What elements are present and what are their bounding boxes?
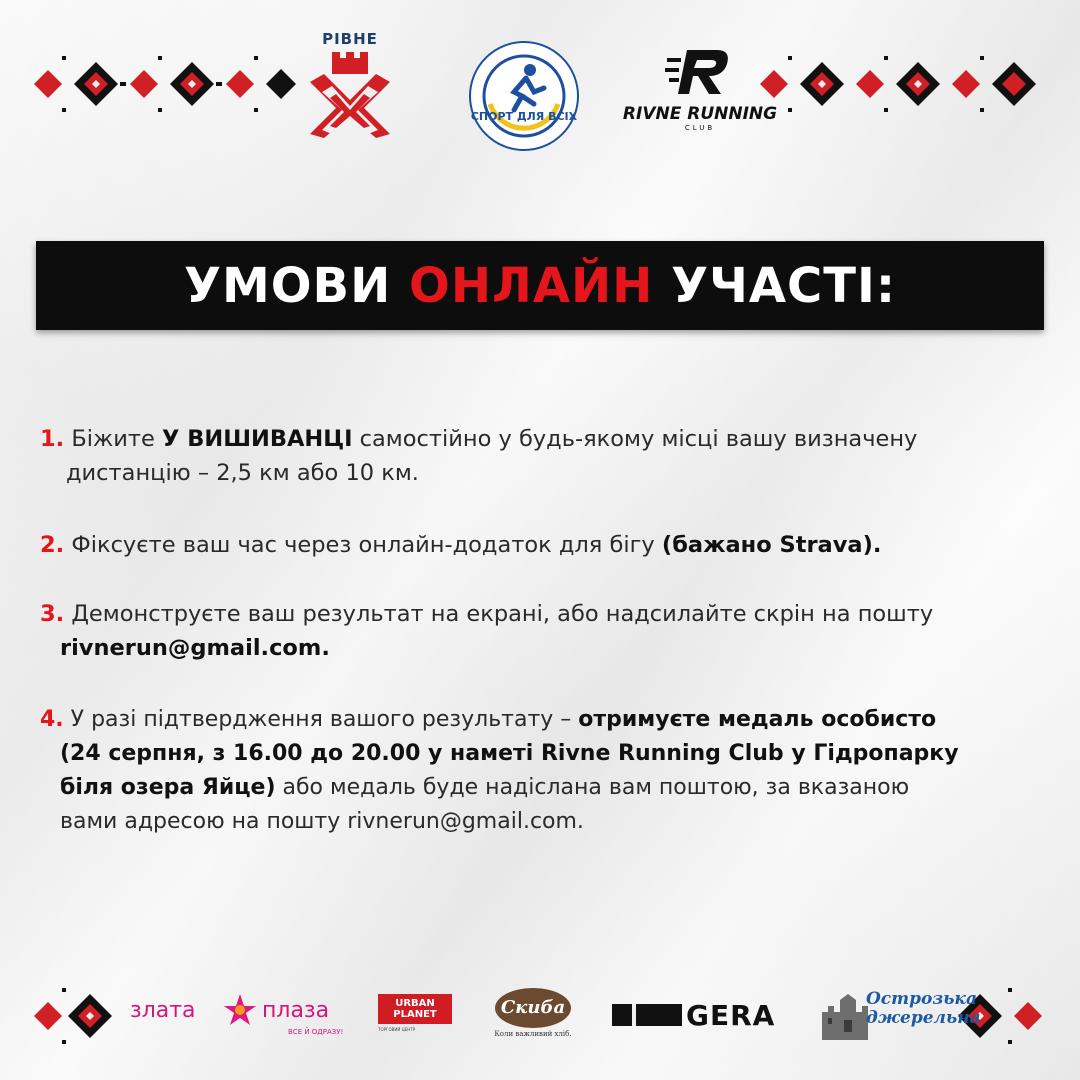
urban-planet-logo: [378, 994, 452, 1024]
embroidery-ornament-bottom-left: [34, 984, 120, 1052]
condition-item-3: [40, 597, 1050, 665]
item-text: У разі підтвердження вашого результату –: [63, 707, 579, 732]
item-text: дистанцію – 2,5 км або 10 км.: [66, 460, 419, 486]
rrc-club: CLUB: [684, 124, 716, 132]
item-bold: (24 серпня, з 16.00 до 20.00 у наметі Rivne Running Club у Гідропарку: [60, 741, 959, 766]
embroidery-ornament-top-right: [760, 52, 1046, 120]
ostrozka-line1: Острозька: [866, 989, 977, 1009]
skyba-logo: Скиба: [495, 988, 571, 1028]
sport-for-all-emblem-icon: [468, 40, 580, 152]
item-number: 3.: [40, 601, 65, 627]
ostrozka-line2: джерельна: [866, 1008, 981, 1028]
rivne-emblem-icon: [302, 48, 398, 138]
title-part-2: ОНЛАЙН: [409, 257, 654, 314]
rivne-running-club-logo: [620, 46, 780, 132]
rrc-name: RIVNE RUNNING: [622, 104, 778, 124]
condition-item-2: [40, 528, 1050, 562]
item-text: Фіксуєте ваш час через онлайн-додаток для бігу: [64, 532, 662, 558]
item-text: Демонструєте ваш результат на екрані, або надсилайте скрін на пошту: [64, 601, 934, 627]
rivne-city-logo: [300, 30, 400, 142]
title-part-3: УЧАСТІ:: [671, 257, 897, 314]
item-bold: (бажано Strava).: [661, 532, 882, 558]
title-part-1: УМОВИ: [183, 257, 392, 314]
skyba-slogan: Коли важливий хліб.: [494, 1030, 572, 1038]
gera-text: GERA: [686, 998, 776, 1032]
sponsor-ostrozka: [818, 986, 981, 1042]
urban-line2: PLANET: [393, 1009, 437, 1020]
item-text: вами адресою на пошту rivnerun@gmail.com.: [60, 809, 584, 834]
zlata-slogan: ВСЕ Й ОДРАЗУ!: [288, 1028, 344, 1036]
item-text: Біжите: [64, 426, 163, 452]
sport-for-all-logo: [468, 40, 580, 152]
condition-item-1: [40, 422, 1050, 490]
item-bold: біля озера Яйце): [60, 775, 276, 800]
email-link[interactable]: rivnerun@gmail.com.: [60, 635, 330, 661]
castle-icon: [818, 992, 870, 1040]
gera-bar-icon: [612, 1004, 682, 1026]
urban-line1: URBAN: [395, 998, 435, 1009]
item-number: 4.: [40, 707, 64, 732]
title-banner: [36, 241, 1044, 330]
item-number: 1.: [40, 426, 65, 452]
rivne-label: РІВНЕ: [322, 30, 378, 48]
sponsor-zlata-plaza: [130, 990, 345, 1040]
item-text: самостійно у будь-якому місці вашу визначену: [352, 426, 918, 452]
item-number: 2.: [40, 532, 65, 558]
ostrozka-text: [866, 990, 981, 1028]
item-bold: отримуєте медаль особисто: [578, 707, 937, 732]
item-text: або медаль буде надіслана вам поштою, за вказаною: [275, 775, 910, 800]
urban-sub: ТОРГОВИЙ ЦЕНТР: [378, 1027, 416, 1032]
zlata-left-text: злата: [130, 998, 196, 1023]
embroidery-ornament-top-left: [34, 52, 296, 120]
item-bold: У ВИШИВАНЦІ: [162, 426, 353, 452]
flower-icon: [222, 992, 258, 1028]
condition-item-4: [40, 703, 1050, 839]
sport-logo-text: СПОРТ ДЛЯ ВСІХ: [470, 110, 578, 123]
rrc-r-emblem-icon: [665, 46, 735, 98]
sponsor-gera: [612, 1000, 786, 1030]
sponsor-urban-planet: [378, 994, 452, 1044]
zlata-right-text: плаза: [262, 998, 330, 1023]
sponsor-skyba: [492, 988, 574, 1044]
